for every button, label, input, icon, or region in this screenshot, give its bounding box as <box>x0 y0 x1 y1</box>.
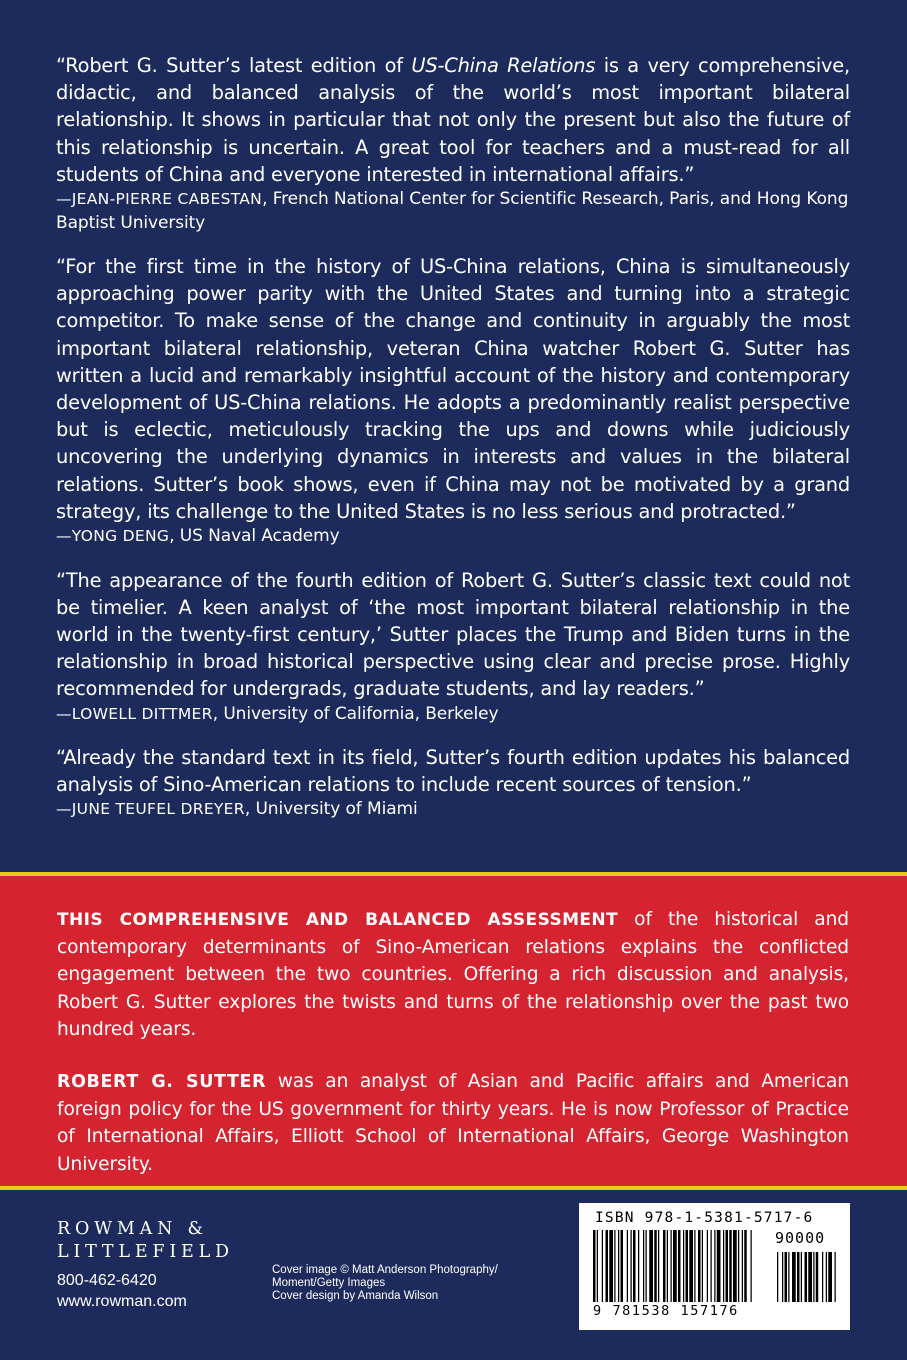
credit-image-source: Moment/Getty Images <box>272 1277 386 1289</box>
reviewer-affiliation: , US Naval Academy <box>169 526 340 547</box>
blurb-attribution <box>56 798 850 822</box>
description-band <box>0 872 907 1190</box>
reviewer-name: —JEAN-PIERRE CABESTAN <box>56 190 263 209</box>
blurb-quote: “Already the standard text in its field, Sutter’s fourth edition updates his balanced analysis of Sino-American relations to include recent sources of tension.” <box>56 746 850 797</box>
description-content <box>57 906 849 1203</box>
publisher-phone: 800-462-6420 <box>57 1272 157 1289</box>
publisher-website: www.rowman.com <box>57 1293 187 1310</box>
reviewer-name: —JUNE TEUFEL DREYER <box>56 800 245 819</box>
book-description <box>57 906 849 1043</box>
price-code: 90000 <box>772 1229 828 1247</box>
blurb-quote: “For the first time in the history of US-China relations, China is simultaneously approaching power parity with the United States and turning into a strategic competitor. To make sense of the change and continuity in arguably the most important bilateral relationship, veteran China watcher Robert G. Sutter has written a lucid and remarkably insightful account of the history and contemporary development of US-China relations. He adopts a predominantly realist perspective but is eclectic, meticulously tracking the ups and downs while judiciously uncovering the underlying dynamics in interests and values in the bilateral relations. Sutter’s book shows, even if China may not be motivated by a grand strategy, its challenge to the United States is no less serious and protracted.” <box>56 255 850 523</box>
reviewer-name: —YONG DENG <box>56 527 170 546</box>
credit-design: Cover design by Amanda Wilson <box>272 1290 439 1302</box>
cover-credits <box>272 1264 498 1303</box>
endorsements <box>56 52 850 840</box>
credit-image: Cover image © Matt Anderson Photography/ <box>272 1264 498 1276</box>
author-bio <box>57 1068 849 1178</box>
author-name: ROBERT G. SUTTER <box>57 1072 267 1093</box>
publisher-logo-line2: LITTLEFIELD <box>57 1242 234 1262</box>
blurb-quote: “The appearance of the fourth edition of Robert G. Sutter’s classic text could not be timelier. A keen analyst of ‘the most important bilateral relationship in the world in the twenty-first century,’ Sutter places the Trump and Biden turns in the relationship in broad historical perspective using clear and precise prose. Highly recommended for undergrads, graduate students, and lay readers.” <box>56 568 850 701</box>
isbn-barcode <box>579 1203 850 1330</box>
publisher-logo-line1: ROWMAN & <box>57 1219 208 1239</box>
blurb-quote <box>56 52 850 188</box>
blurb-attribution <box>56 525 850 549</box>
quote-text: “Robert G. Sutter’s latest edition of <box>56 54 412 77</box>
reviewer-affiliation: , University of Miami <box>244 799 418 820</box>
blurb-deng <box>56 253 850 549</box>
reviewer-name: —LOWELL DITTMER <box>56 704 213 723</box>
author-bio-text: was an analyst of Asian and Pacific affairs and American foreign policy for the US government for thirty years. He is now Professor of Practice of International Affairs, Elliott School of International Affairs, George Washington University. <box>57 1071 849 1175</box>
blurb-cabestan <box>56 52 850 235</box>
book-title: US-China Relations <box>411 54 596 77</box>
blurb-attribution <box>56 188 850 235</box>
description-text: of the historical and contemporary determinants of Sino-American relations explains the conflicted engagement between the two countries. Offering a rich discussion and analysis, Robert G. Sutter explores the twists and turns of the relationship over the past two hundred years. <box>57 909 849 1040</box>
quote-text: is a very comprehensive, didactic, and balanced analysis of the world’s most important bilateral relationship. It shows in particular that not only the present but also the future of this relationship is uncertain. A great tool for teachers and a must-read for all students of China and everyone interested in international affairs.” <box>56 54 850 186</box>
isbn-text: ISBN 978-1-5381-5717-6 <box>595 1210 814 1226</box>
reviewer-affiliation: , University of California, Berkeley <box>212 703 499 724</box>
description-lead: THIS COMPREHENSIVE AND BALANCED ASSESSMENT <box>57 910 619 930</box>
blurb-attribution <box>56 703 850 727</box>
blurb-dittmer <box>56 567 850 727</box>
barcode-digits: 9 781538 157176 <box>593 1303 739 1319</box>
publisher-info <box>57 1218 234 1312</box>
blurb-dreyer <box>56 744 850 822</box>
reviewer-affiliation: , French National Center for Scientific Research, Paris, and Hong Kong Baptist University <box>56 189 849 233</box>
